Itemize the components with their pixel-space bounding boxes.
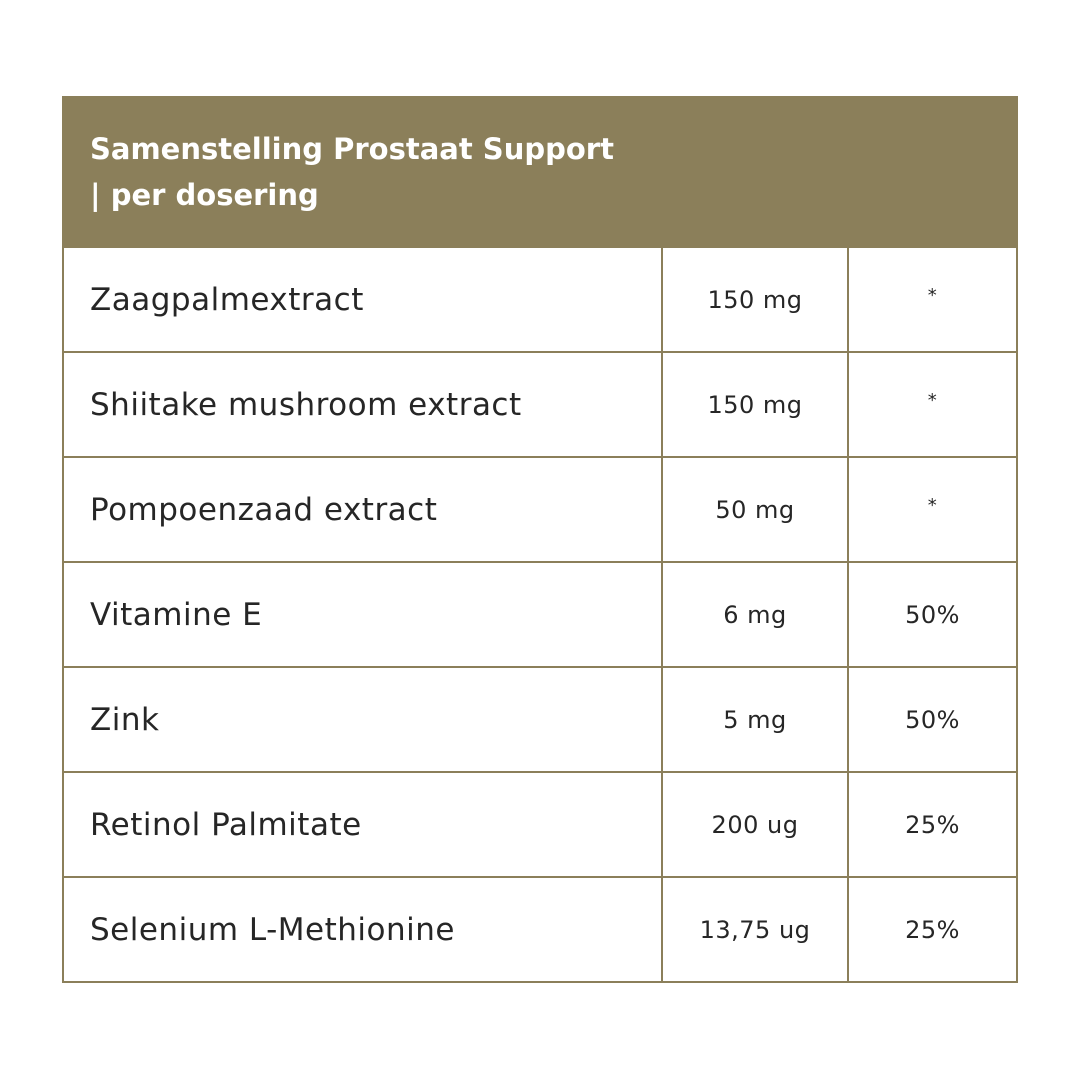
ingredient-amount: 150 mg [663, 353, 849, 456]
ingredient-name: Zink [64, 668, 663, 771]
ingredient-amount: 5 mg [663, 668, 849, 771]
ingredient-name: Retinol Palmitate [64, 773, 663, 876]
ingredient-reference-intake: * [927, 495, 938, 516]
table-row [64, 248, 1016, 353]
table-row [64, 773, 1016, 878]
ingredient-amount: 150 mg [663, 248, 849, 351]
table-row [64, 878, 1016, 983]
table-row [64, 563, 1016, 668]
table-title [90, 126, 690, 218]
ingredient-reference-intake: 25% [905, 810, 960, 839]
ingredient-reference-intake: * [927, 285, 938, 306]
ingredient-amount: 200 ug [663, 773, 849, 876]
table-title-line-1: Samenstelling Prostaat Support [90, 132, 614, 166]
ingredient-name: Selenium L-Methionine [64, 878, 663, 981]
ingredient-reference-intake: 25% [905, 915, 960, 944]
ingredient-amount: 13,75 ug [663, 878, 849, 981]
table-row [64, 668, 1016, 773]
table-header [62, 96, 1018, 248]
ingredient-reference-intake: 50% [905, 600, 960, 629]
table-row [64, 353, 1016, 458]
ingredient-reference-intake: 50% [905, 705, 960, 734]
ingredient-name: Vitamine E [64, 563, 663, 666]
table-title-line-2: | per dosering [90, 178, 319, 212]
ingredient-name: Zaagpalmextract [64, 248, 663, 351]
ingredient-name: Pompoenzaad extract [64, 458, 663, 561]
composition-table-panel [62, 96, 1018, 983]
table-row [64, 458, 1016, 563]
ingredient-amount: 50 mg [663, 458, 849, 561]
ingredients-table [62, 248, 1018, 983]
ingredient-reference-intake: * [927, 390, 938, 411]
ingredient-name: Shiitake mushroom extract [64, 353, 663, 456]
ingredient-amount: 6 mg [663, 563, 849, 666]
